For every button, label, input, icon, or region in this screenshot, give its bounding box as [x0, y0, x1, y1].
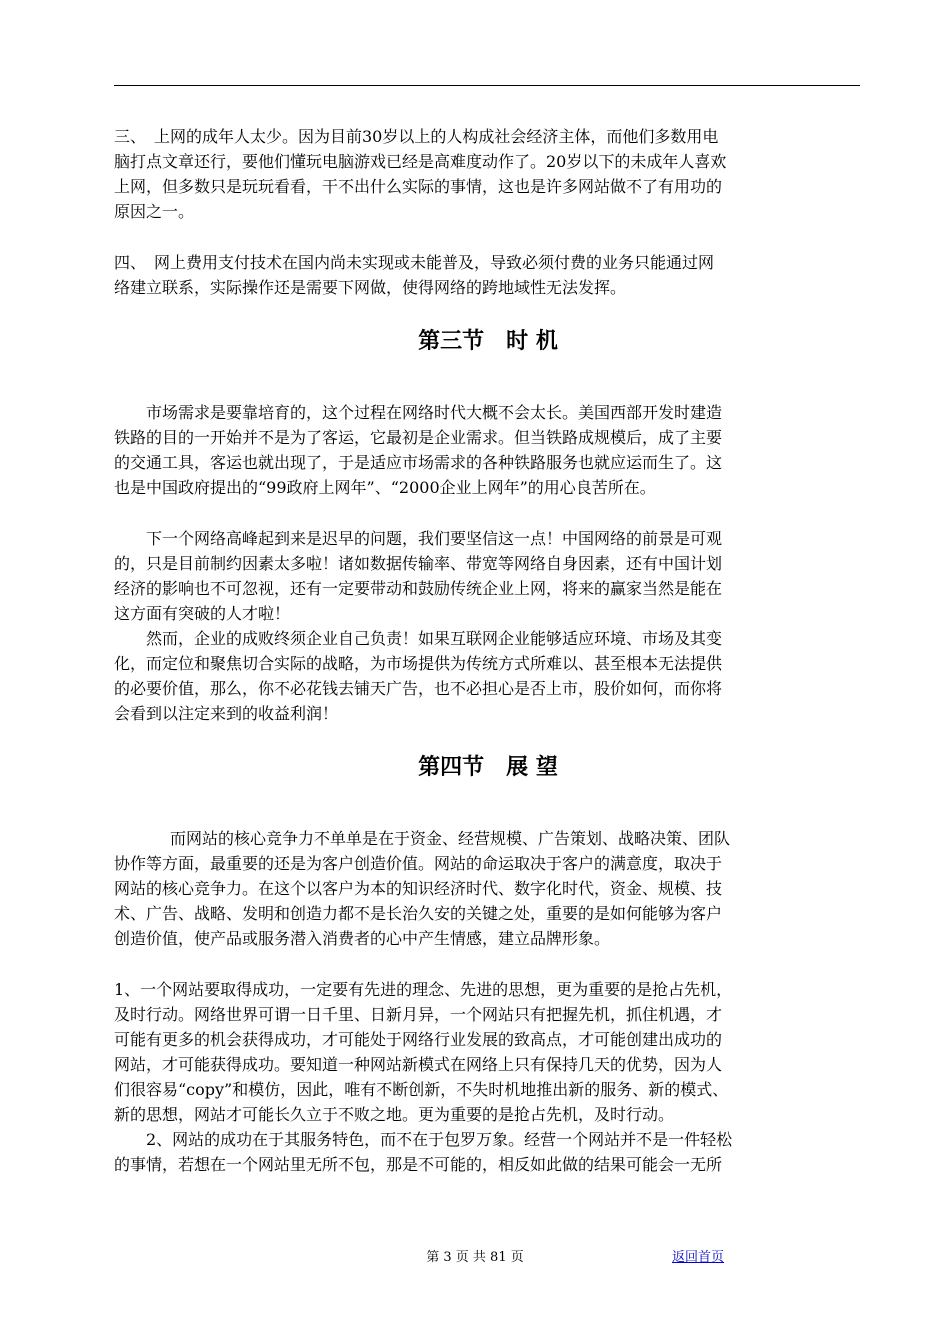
paragraph-4-payment: 四、 网上费用支付技术在国内尚未实现或未能普及，导致必须付费的业务只能通过网 络建立联系，实际操作还是需要下网做，使得网络的跨地域性无法发挥。: [114, 253, 715, 297]
header-rule: [114, 85, 860, 86]
section-4-heading: 第四节 展 望: [418, 755, 558, 780]
home-link[interactable]: 返回首页: [672, 1250, 725, 1265]
section-4-paragraph-3: 2、网站的成功在于其服务特色，而不在于包罗万象。经营一个网站并不是一件轻松 的事情，若想在一个网站里无所不包，那是不可能的，相反如此做的结果可能会一无所: [114, 1130, 733, 1174]
section-4-paragraph-1: 而网站的核心竞争力不单单是在于资金、经营规模、广告策划、战略决策、团队 协作等方面，最重要的还是为客户创造价值。网站的命运取决于客户的满意度，取决于 网站的核心竞争力。在这个以客户为本的知识经济时代、数字化时代，资金、规模、技 术、广告、战略、发明和创造力都不是长治久安的关键之处，重要的是如何能够为客户 创造价值，使产品或服务潜入消费者的心中产生情感，建立品牌形象。: [114, 829, 731, 948]
section-3-heading: 第三节 时 机: [418, 329, 558, 354]
paragraph-3-adults: 三、 上网的成年人太少。因为目前30岁以上的人构成社会经济主体，而他们多数用电 脑打点文章还行，要他们懂玩电脑游戏已经是高难度动作了。20岁以下的未成年人喜欢 上网，但多数只是玩玩看看，干不出什么实际的事情，这也是许多网站做不了有用功的 原因之一。: [114, 127, 727, 221]
section-4-paragraph-2: 1、一个网站要取得成功，一定要有先进的理念、先进的思想，更为重要的是抢占先机， 及时行动。网络世界可谓一日千里、日新月异，一个网站只有把握先机，抓住机遇，才 可能有更多的机会获得成功，才可能处于网络行业发展的致高点，才可能创建出成功的 网站，才可能获得成功。要知道一种网站新模式在网络上只有保持几天的优势，因为人 们很容易“copy”和模仿，因此，唯有不断创新，不失时机地推出新的服务、新的模式、 新的思想，网站才可能长久立于不败之地。更为重要的是抢占先机，及时行动。: [114, 980, 733, 1124]
document-body: [114, 124, 862, 1177]
section-3-paragraph-3: 然而，企业的成败终须企业自己负责！如果互联网企业能够适应环境、市场及其变 化，而定位和聚焦切合实际的战略，为市场提供为传统方式所难以、甚至根本无法提供 的必要价值，那么，你不必花钱去铺天广告，也不必担心是否上市，股价如何，而你将 会看到以注定来到的收益利润！: [114, 629, 723, 723]
page-number: 第 3 页 共 81 页: [426, 1250, 524, 1265]
section-3-paragraph-2: 下一个网络高峰起到来是迟早的问题，我们要坚信这一点！中国网络的前景是可观 的，只是目前制约因素太多啦！诸如数据传输率、带宽等网络自身因素，还有中国计划 经济的影响也不可忽视，还有一定要带动和鼓励传统企业上网，将来的赢家当然是能在 这方面有突破的人才啦！: [114, 529, 723, 623]
section-3-paragraph-1: 市场需求是要靠培育的，这个过程在网络时代大概不会太长。美国西部开发时建造 铁路的目的一开始并不是为了客运，它最初是企业需求。但当铁路成规模后，成了主要 的交通工具，客运也就出现了，于是适应市场需求的各种铁路服务也就应运而生了。这 也是中国政府提出的“99政府上网年”、“2000企业上网年”的用心良苦所在。: [114, 403, 723, 497]
